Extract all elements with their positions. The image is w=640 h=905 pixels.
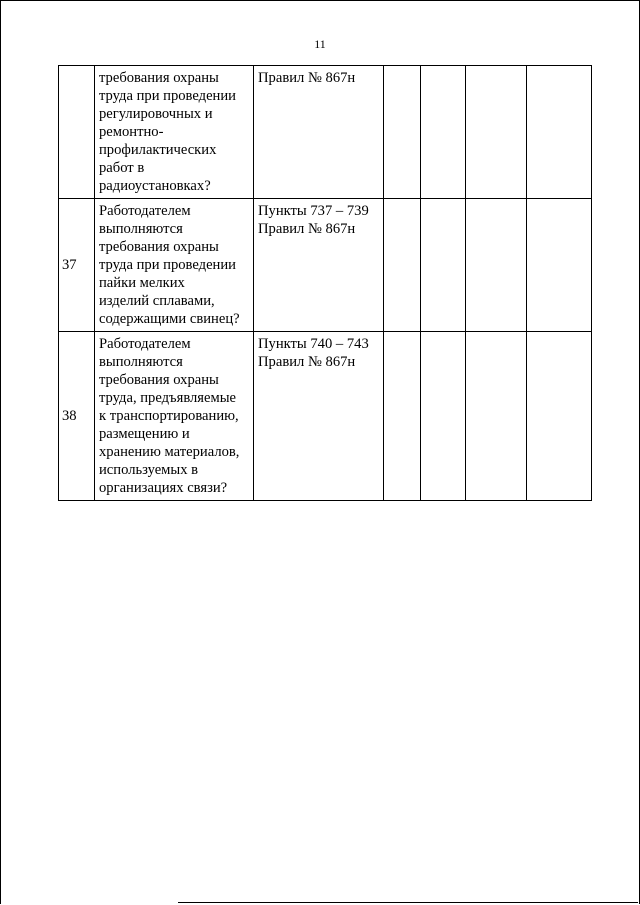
question-cell xyxy=(95,199,254,332)
checklist-table xyxy=(58,65,592,501)
note-cell xyxy=(527,332,592,501)
row-number: 38 xyxy=(59,332,95,501)
question-text: требования охраны труда при проведении регулировочных и ремонтно- профилактических работ в радиоустановках? xyxy=(99,70,236,194)
question-cell xyxy=(95,332,254,501)
answer-cell-no xyxy=(421,332,466,501)
question-cell xyxy=(95,66,254,199)
page-number: 11 xyxy=(314,37,326,51)
answer-cell-no xyxy=(421,66,466,199)
answer-cell-yes xyxy=(384,199,421,332)
answer-cell-not-applicable xyxy=(466,66,527,199)
note-cell xyxy=(527,199,592,332)
bottom-edge-line xyxy=(178,902,638,903)
row-number: 37 xyxy=(59,199,95,332)
reference-text: Пункты 740 – 743 Правил № 867н xyxy=(258,336,369,370)
table-row xyxy=(59,66,592,199)
reference-cell xyxy=(254,332,384,501)
reference-cell xyxy=(254,199,384,332)
reference-text: Пункты 737 – 739 Правил № 867н xyxy=(258,203,369,237)
answer-cell-no xyxy=(421,199,466,332)
reference-text: Правил № 867н xyxy=(258,70,356,86)
row-number xyxy=(59,66,95,199)
question-text: Работодателем выполняются требования охраны труда при проведении пайки мелких изделий сплавами, содержащими свинец? xyxy=(99,203,240,327)
note-cell xyxy=(527,66,592,199)
question-text: Работодателем выполняются требования охраны труда, предъявляемые к транспортированию, размещению и хранению материалов, используемых в организациях связи? xyxy=(99,336,240,496)
answer-cell-yes xyxy=(384,332,421,501)
answer-cell-not-applicable xyxy=(466,332,527,501)
reference-cell xyxy=(254,66,384,199)
answer-cell-not-applicable xyxy=(466,199,527,332)
answer-cell-yes xyxy=(384,66,421,199)
table-row xyxy=(59,332,592,501)
table-row xyxy=(59,199,592,332)
